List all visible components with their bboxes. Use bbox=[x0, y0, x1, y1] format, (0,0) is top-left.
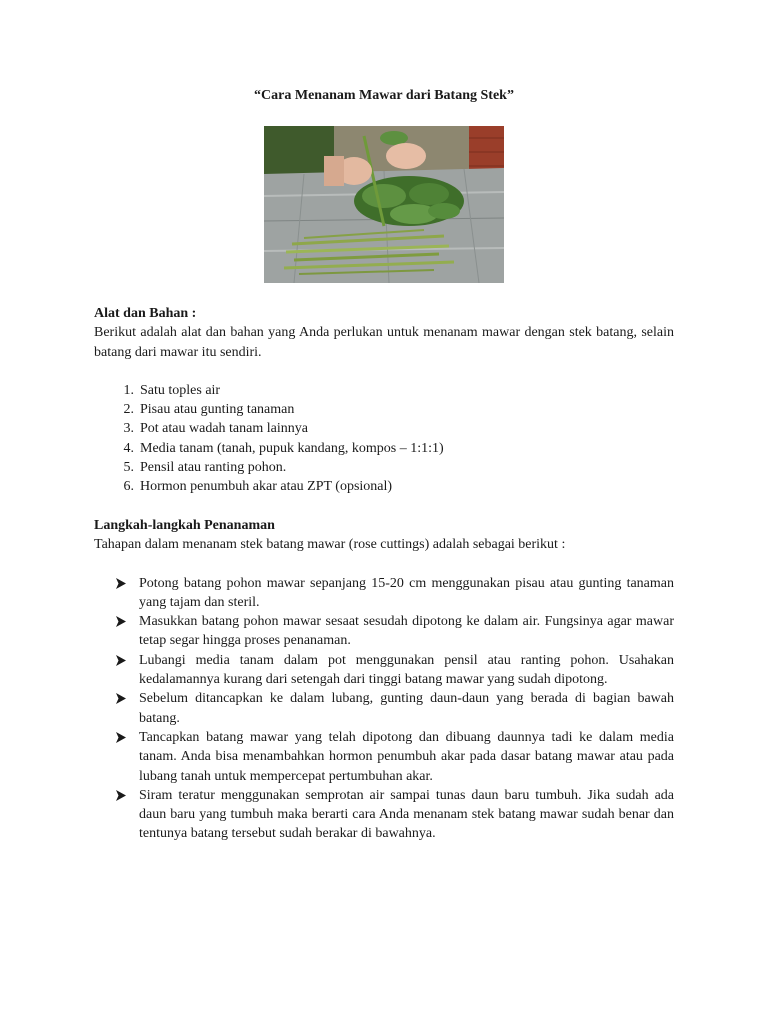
document-title: “Cara Menanam Mawar dari Batang Stek” bbox=[254, 88, 514, 103]
steps-section bbox=[94, 516, 674, 844]
step-text: Siram teratur menggunakan semprotan air sampai tunas daun baru tumbuh. Jika sudah ada daun baru yang tumbuh maka berarti cara Anda menanam stek batang mawar sudah benar dan tentunya batang tersebut sudah berakar di bawahnya. bbox=[139, 787, 674, 842]
materials-list-item bbox=[94, 477, 674, 496]
step-text: Lubangi media tanam dalam pot menggunakan pensil atau ranting pohon. Usahakan kedalamannya kurang dari setengah dari tinggi batang mawar yang sudah dipotong. bbox=[139, 652, 674, 688]
list-number: 2. bbox=[123, 402, 134, 418]
step-item bbox=[94, 574, 674, 613]
list-item-text: Pisau atau gunting tanaman bbox=[140, 402, 295, 418]
materials-list-item bbox=[94, 458, 674, 477]
materials-list-item bbox=[94, 381, 674, 400]
list-number: 5. bbox=[123, 460, 134, 476]
step-text: Potong batang pohon mawar sepanjang 15-20 cm menggunakan pisau atau gunting tanaman yang tajam dan steril. bbox=[139, 575, 674, 610]
step-item bbox=[94, 689, 674, 728]
materials-list-item bbox=[94, 439, 674, 458]
materials-intro: Berikut adalah alat dan bahan yang Anda perlukan untuk menanam mawar dengan stek batang, selain batang dari mawar itu sendiri. bbox=[94, 325, 674, 360]
rose-cuttings-illustration bbox=[264, 126, 504, 283]
step-item bbox=[94, 651, 674, 690]
list-item-text: Pot atau wadah tanam lainnya bbox=[140, 421, 308, 437]
arrow-bullet-icon bbox=[114, 574, 128, 593]
arrow-bullet-icon bbox=[114, 689, 128, 708]
materials-heading: Alat dan Bahan : bbox=[94, 306, 197, 321]
step-item bbox=[94, 786, 674, 844]
step-text: Masukkan batang pohon mawar sesaat sesudah dipotong ke dalam air. Fungsinya agar mawar tetap segar hingga proses penanaman. bbox=[139, 614, 674, 649]
steps-list bbox=[94, 574, 674, 844]
list-number: 1. bbox=[123, 382, 134, 398]
materials-list-item bbox=[94, 419, 674, 438]
rose-cuttings-photo bbox=[264, 126, 504, 283]
steps-heading: Langkah-langkah Penanaman bbox=[94, 518, 275, 533]
materials-section bbox=[94, 304, 674, 497]
list-item-text: Pensil atau ranting pohon. bbox=[140, 460, 287, 476]
arrow-bullet-icon bbox=[114, 612, 128, 631]
materials-list bbox=[94, 381, 674, 497]
arrow-bullet-icon bbox=[114, 728, 128, 747]
list-number: 4. bbox=[123, 440, 134, 456]
step-item bbox=[94, 612, 674, 651]
list-item-text: Hormon penumbuh akar atau ZPT (opsional) bbox=[140, 479, 393, 495]
steps-intro: Tahapan dalam menanam stek batang mawar (rose cuttings) adalah sebagai berikut : bbox=[94, 537, 566, 553]
step-text: Sebelum ditancapkan ke dalam lubang, gunting daun-daun yang berada di bagian bawah batang. bbox=[139, 691, 674, 726]
list-number: 3. bbox=[123, 421, 134, 437]
arrow-bullet-icon bbox=[114, 651, 128, 670]
list-item-text: Satu toples air bbox=[140, 382, 221, 398]
step-item bbox=[94, 728, 674, 786]
step-text: Tancapkan batang mawar yang telah dipotong dan dibuang daunnya tadi ke dalam media tanam. Anda bisa menambahkan hormon penumbuh akar pada dasar batang mawar atau pada lubang tanah untuk mempercepat pertumbuhan akar. bbox=[139, 729, 674, 784]
list-number: 6. bbox=[123, 479, 134, 495]
materials-list-item bbox=[94, 400, 674, 419]
list-item-text: Media tanam (tanah, pupuk kandang, kompos – 1:1:1) bbox=[140, 440, 444, 456]
arrow-bullet-icon bbox=[114, 786, 128, 805]
